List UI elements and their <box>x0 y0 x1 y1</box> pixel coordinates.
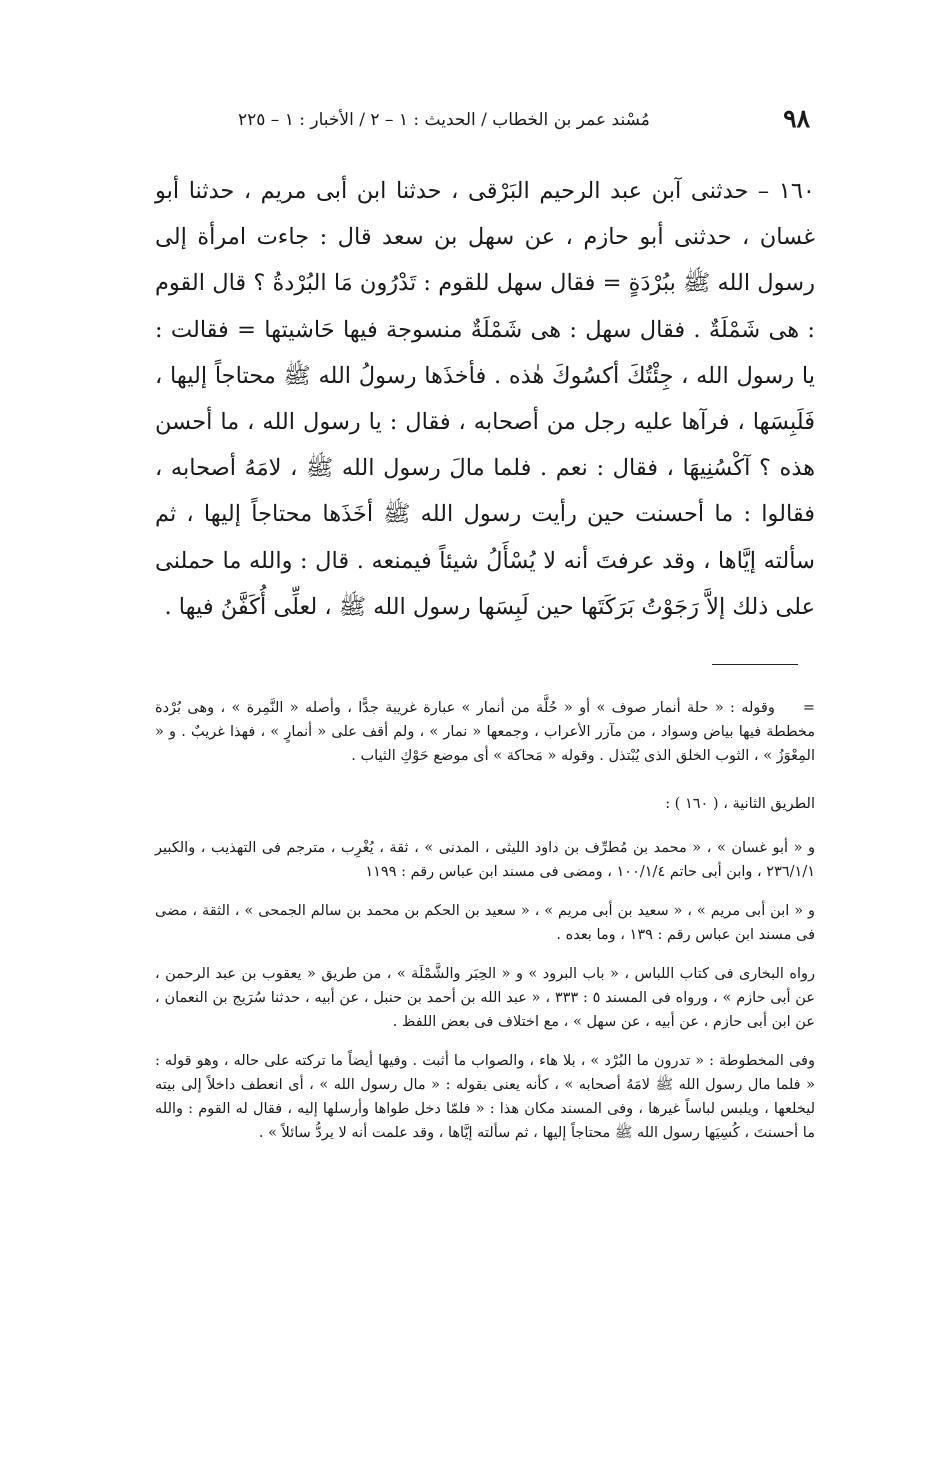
continuation-mark: = <box>802 700 815 716</box>
hadith-text <box>155 168 815 630</box>
footnote-continuation <box>155 696 815 768</box>
footnote-paragraph: رواه البخارى فى كتاب اللباس ، « باب البرود » و « الحِبَر والشَّمْلَة » ، من طريق « يعقوب بن عبد الرحمن ، عن أبى حازم » ، ورواه فى المسند ٥ : ٣٣٣ ، « عبد الله بن أحمد بن حنبل ، عن أبيه ، حدثنا سُرَيج بن النعمان ، عن ابن أبى حازم ، عن أبيه ، عن سهل » ، مع اختلاف فى بعض اللفظ . <box>155 966 815 1030</box>
page-header <box>160 104 810 144</box>
footnotes <box>155 696 815 1160</box>
footnote-heading: الطريق الثانية ، ( ١٦٠ ) : <box>665 796 815 812</box>
hadith-paragraph: ١٦٠ – حدثنى آبن عبد الرحيم البَرْقى ، حدثنا ابن أبى مريم ، حدثنا أبو غسان ، حدثنى أبو حازم ، عن سهل بن سعد قال : جاءت امرأة إلى رسول الله ﷺ ببُرْدَةٍ = فقال سهل للقوم : تَدْرُون مَا البُرْدةُ ؟ قال القوم : هى شَمْلَةٌ . فقال سهل : هى شَمْلَةٌ منسوجة فيها حَاشيتها = فقالت : يا رسول الله ، جِئْتُكَ أكسُوكَ هٰذه . فأخذَها رسولُ الله ﷺ محتاجاً إليها ، فَلَبِسَها ، فرآها عليه رجل من أصحابه ، فقال : يا رسول الله ، ما أحسن هذه ؟ آكْسُنِيهَا ، فقال : نعم . فلما مالَ رسول الله ﷺ ، لامَهُ أصحابه ، فقالوا : ما أحسنت حين رأيت رسول الله ﷺ أخَذَها محتاجاً إليها ، ثم سألته إيَّاها ، وقد عرفتَ أنه لا يُسْأَلُ شيئاً فيمنعه . قال : والله ما حملنى على ذلك إلاَّ رَجَوْتُ بَرَكَتَها حين لَبِسَها رسول الله ﷺ ، لعلِّى أُكَفَّنُ فيها . <box>155 178 815 620</box>
footnote-paragraph: وفى المخطوطة : « تدرون ما البُرْد » ، بلا هاء ، والصواب ما أثبت . وفيها أيضاً ما تركته على حاله ، وهو قوله : « فلما مال رسول الله ﷺ لامَهُ أصحابه » ، كأنه يعنى بقوله : « مال رسول الله » ، أى انعطف داخلاً إلى بيته ليخلعها ، ويلبس لباساً غيرها ، وفى المسند مكان هذا : « فلمّا دخل طواها وأرسلها إليه ، فقال له القوم : والله ما أحسنتَ ، كُسِيَها رسول الله ﷺ محتاجاً إليها ، ثم سألته إيَّاها ، وقد علمت أنه لا يردُّ سائلاً » . <box>155 1053 815 1141</box>
footnote-paragraph: و « أبو غسان » ، « محمد بن مُطرِّف بن داود الليثى ، المدنى » ، ثقة ، يُغْرِب ، مترجم فى التهذيب ، والكبير ٢٣٦/١/١ ، وابن أبى حاتم ١٠٠/١/٤ ، ومضى فى مسند ابن عباس رقم : ١١٩٩ <box>155 840 815 880</box>
footnote-separator <box>712 664 798 665</box>
footnote-paragraph: و « ابن أبى مريم » ، « سعيد بن أبى مريم » ، « سعيد بن الحكم بن محمد بن سالم الجمحى » ، الثقة ، مضى فى مسند ابن عباس رقم : ١٣٩ ، وما بعده . <box>155 903 815 943</box>
running-title: مُسْند عمر بن الخطاب / الحديث : ١ – ٢ / الأخبار : ١ – ٢٢٥ <box>238 110 650 130</box>
footnote-continuation-text: وقوله : « حلة أنمار صوف » أو « حُلَّة من أنمار » عبارة غريبة جدًّا ، وأصله « النَّمِرة » ، وهى بُرْدة مخططة فيها بياض وسواد ، من مآزر الأعراب ، وجمعها « نمار » ، ولم أقف على « أنمارٍ » ، فهذا غريبٌ . و « المِعْوَزُ » ، الثوب الخلق الذى يُبْتذل . وقوله « مَحاكة » أى موضع حَوْكِ الثياب . <box>155 700 815 764</box>
page-number: ٩٨ <box>783 104 810 133</box>
